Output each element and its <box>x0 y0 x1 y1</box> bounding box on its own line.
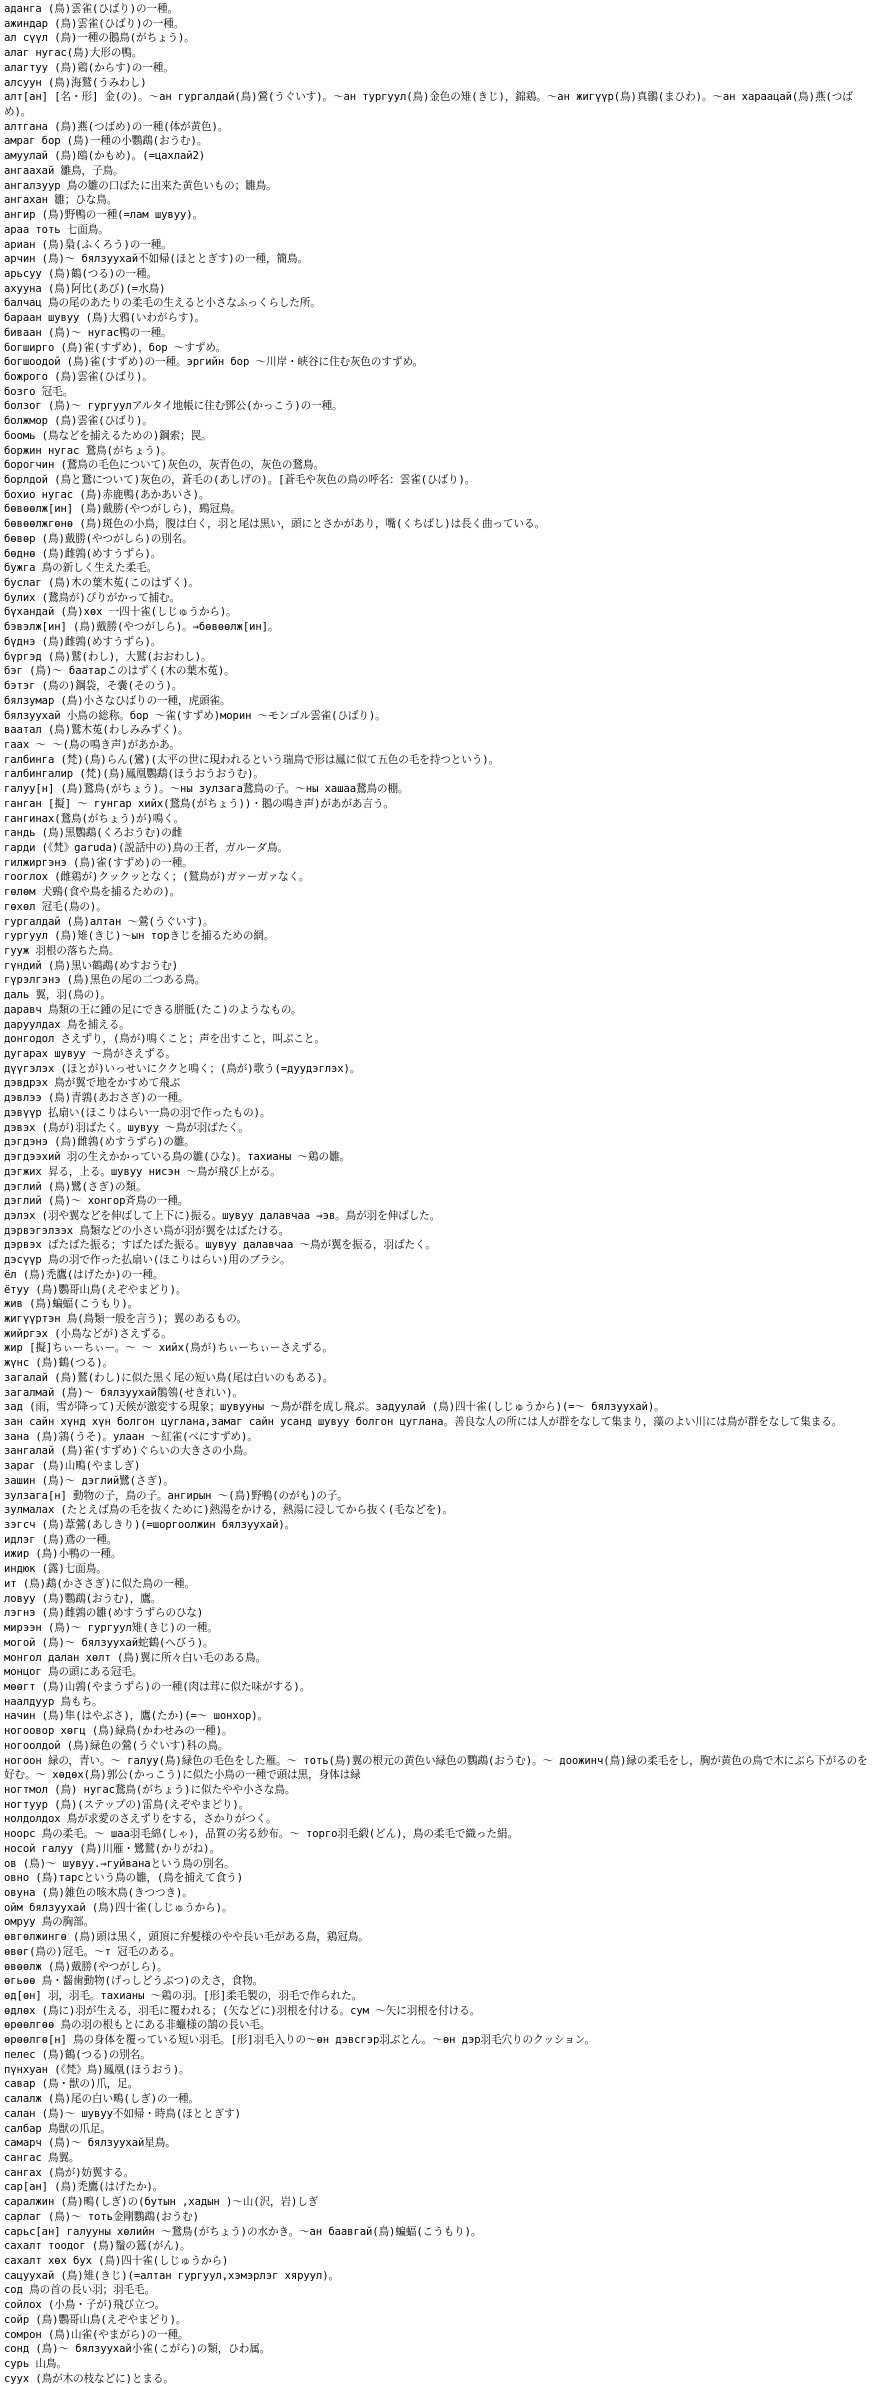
dictionary-entry: сурь 山鳥。 <box>4 2358 67 2370</box>
dictionary-entry: ловуу (鳥)鸚鵡(おうむ)，鷹。 <box>4 1592 162 1605</box>
dictionary-entry: гаах ～ ～(鳥の鳴き声)があかあ。 <box>4 738 180 751</box>
dictionary-entry: мирээн (鳥)～ гургуул雉(きじ)の一種。 <box>4 1622 218 1635</box>
dictionary-entry: алаг нугас(鳥)大形の鴨。 <box>4 47 143 60</box>
dictionary-entry: дэгжих 昇る，上る。шувуу нисэн ～鳥が飛び上がる。 <box>4 1165 281 1178</box>
dictionary-entry: зашин (鳥)～ дэглий鷺(さぎ)。 <box>4 1474 174 1487</box>
dictionary-entry: богшоодой (鳥)雀(すずめ)の一種。эргийн бор ～川岸・峡谷に住む灰色のすずめ。 <box>4 356 424 369</box>
dictionary-entry: овуна (鳥)雑色の咳木鳥(きつつき)。 <box>4 1887 193 1899</box>
dictionary-entry: загалмай (鳥)～ бялзуухай鶺鴒(せきれい)。 <box>4 1386 243 1399</box>
dictionary-entry: дэвлээ (鳥)青鶉(あおさぎ)の一種。 <box>4 1092 189 1105</box>
dictionary-entry: зулзага[н] 動物の子，鳥の子。ангирын ～(鳥)野鴨(のがも)の子。 <box>4 1489 348 1502</box>
entry-list <box>4 2 876 2386</box>
dictionary-entry: гургуул (鳥)雉(きじ)～ын торきじを捕るための網。 <box>4 930 275 943</box>
dictionary-entry: булих (鵞鳥が)ぴりがかって捕む。 <box>4 591 181 604</box>
dictionary-entry: саралжин (鳥)鴫(しぎ)の(бутын ,хадын )～山(沢，岩)しぎ <box>4 2196 319 2209</box>
dictionary-entry: ангалзуур 鳥の雛の口ばたに出来た黄色いもの；雛鳥。 <box>4 179 277 192</box>
dictionary-entry: жүнс (鳥)鶴(つる)。 <box>4 1357 113 1370</box>
dictionary-entry: бөвөөлжгөнө (鳥)斑色の小鳥，腹は白く，羽と尾は黒い，頭にとさかがあり，嘴(くちばし)は長く曲っている。 <box>4 518 545 531</box>
dictionary-entry: бүргэд (鳥)鷲(わし)，大鷲(おおわし)。 <box>4 650 212 663</box>
dictionary-entry: ётуу (鳥)鸚哥山鳥(えぞやまどり)。 <box>4 1283 187 1296</box>
dictionary-entry: ногоовор хөгц (鳥)緑鳥(かわせみの一種)。 <box>4 1725 233 1738</box>
dictionary-entry: балчац 鳥の尾のあたりの柔毛の生えると小さなふっくらした所。 <box>4 297 321 310</box>
dictionary-entry: өрөөлгөө 鳥の羽の根もとにある非蠟様の鵠の長い毛。 <box>4 2019 271 2032</box>
dictionary-entry: даль 翼，羽(鳥の)。 <box>4 989 111 1002</box>
dictionary-entry: бүднэ (鳥)雌鶉(めすうずら)。 <box>4 635 162 648</box>
dictionary-entry: дугарах шувуу ～鳥がさえずる。 <box>4 1048 176 1061</box>
dictionary-entry: сонд (鳥)～ бялзуухай小雀(こがら)の類，ひわ属。 <box>4 2343 271 2356</box>
dictionary-entry: гангинах(鵞鳥(がちょう)が)鳴く。 <box>4 812 185 825</box>
dictionary-entry: идлэг (鳥)鳶の一種。 <box>4 1533 118 1546</box>
dictionary-entry: суух (鳥が木の枝などに)とまる。 <box>4 2372 174 2385</box>
dictionary-entry: ангаахай 雛鳥，子鳥。 <box>4 164 124 177</box>
dictionary-entry: сарьс[ан] галууны хөлийн ～鵞鳥(がちょう)の水かき。～ан баавгай(鳥)蝙蝠(こうもり)。 <box>4 2225 482 2238</box>
dictionary-entry: салан (鳥)～ шувуу不如帰・時鳥(ほととぎす) <box>4 2107 241 2120</box>
dictionary-entry: бүхандай (鳥)хөх 一四十雀(しじゅうから)。 <box>4 606 237 619</box>
dictionary-entry: алсуун (鳥)海鷲(うみわし) <box>4 76 147 89</box>
dictionary-entry: бохио нугас (鳥)赤鹿鴨(あかあいさ)。 <box>4 488 210 501</box>
dictionary-entry: дэвдрэх 鳥が翼で地をかすめて飛ぶ <box>4 1077 181 1090</box>
dictionary-entry: даравч 鳥類の王に鍾の足にできる胼胝(たこ)のようなもの。 <box>4 1003 302 1016</box>
dictionary-entry: дэвүүр 払扇い(ほこりはらい一鳥の羽で作ったもの)。 <box>4 1106 271 1119</box>
dictionary-entry: мөөгт (鳥)山鶉(やまうずら)の一種(肉は茸に似た味がする)。 <box>4 1680 311 1693</box>
dictionary-entry: өд[өн] 羽，羽毛。тахианы ～鶏の羽。[形]柔毛製の，羽毛で作られた。 <box>4 1990 363 2003</box>
dictionary-entry: жийргэх (小鳥などが)さえずる。 <box>4 1327 172 1340</box>
dictionary-entry: сойр (鳥)鸚哥山鳥(えぞやまどり)。 <box>4 2313 187 2326</box>
dictionary-entry: индюк (露)七面鳥。 <box>4 1563 107 1576</box>
dictionary-entry: ажиндар (鳥)雲雀(ひばり)の一種。 <box>4 17 185 30</box>
dictionary-entry: ногоон 緑の，青い。～ галуу(鳥)緑色の毛色をした雁。～ тоть(鳥)翼の根元の黄色い緑色の鸚鵡(おうむ)。～ доожинч(鳥)緑の柔毛をし，胸が黄色の鳥で木にぶら下がるのを好む。～ хөдөх(鳥)郭公(かっこう)に似た小鳥の一種で頭は黒，身体は緑 <box>4 1754 868 1782</box>
dictionary-entry: бужга 鳥の新しく生えた柔毛。 <box>4 562 158 575</box>
dictionary-entry: сангах (鳥が)妨翼する。 <box>4 2166 134 2179</box>
dictionary-entry: зулмалах (たとえば鳥の毛を抜くために)熱湯をかける，熱湯に浸してから抜く(毛などを)。 <box>4 1504 453 1517</box>
dictionary-entry: гөлөм 犬鵐(食や鳥を捕るための)。 <box>4 886 181 899</box>
dictionary-entry: ваатал (鳥)鷲木菟(わしみみずく)。 <box>4 724 189 737</box>
dictionary-entry: сомрон (鳥)山雀(やまがら)の一種。 <box>4 2328 189 2341</box>
dictionary-entry: салбар 鳥獣の爪足。 <box>4 2122 111 2135</box>
dictionary-entry: бэвэлж[ин] (鳥)戴勝(やつがしら)。→бөвөөлж[ин]。 <box>4 621 279 634</box>
dictionary-entry: зад (雨，雪が降って)天候が激変する現象；шувууны ～鳥が群を成し飛ぶ。задуулай (鳥)四十雀(しじゅうから)(=～ бялзуухай)。 <box>4 1401 665 1414</box>
dictionary-entry: бараан шувуу (鳥)大鴉(いわがらす)。 <box>4 312 206 325</box>
dictionary-entry: бэтэг (鳥の)鋼袋，そ嚢(そのう)。 <box>4 680 183 693</box>
dictionary-entry: ногоолдой (鳥)緑色の鶯(うぐいす)科の鳥。 <box>4 1739 229 1752</box>
dictionary-entry: сахалт хөх бух (鳥)四十雀(しじゅうから) <box>4 2254 229 2267</box>
dictionary-entry: өвөг(鳥の)冠毛。～т 冠毛のある。 <box>4 1945 181 1958</box>
dictionary-entry: ангир (鳥)野鴨の一種(=лам шувуу)。 <box>4 209 204 222</box>
dictionary-entry: ит (鳥)鵡(かささぎ)に似た鳥の一種。 <box>4 1577 195 1590</box>
dictionary-entry: жигүүртэн 鳥(鳥類一般を言う)；翼のあるもの。 <box>4 1312 247 1325</box>
dictionary-entry: донгодол さえずり，(鳥が)鳴くこと；声を出すこと，叫ぶこと。 <box>4 1033 325 1046</box>
dictionary-entry: дэгдээхий 羽の生えかかっている鳥の雛(ひな)。тахианы ～鶏の雛。 <box>4 1151 350 1164</box>
dictionary-entry: сойлох (小鳥・子が)飛び立つ。 <box>4 2299 166 2312</box>
dictionary-entry: овно (鳥)тарсという鳥の雛，(鳥を捕えて食う) <box>4 1872 244 1885</box>
dictionary-entry: лэгнэ (鳥)雌鶉の雛(めすうずらのひな) <box>4 1607 204 1620</box>
dictionary-entry: борогчин (鵞鳥の毛色について)灰色の，灰青色の，灰色の鵞鳥。 <box>4 459 324 472</box>
dictionary-entry: аданга (鳥)雲雀(ひばり)の一種。 <box>4 3 178 15</box>
dictionary-entry: боомь (鳥などを捕えるための)鋼索；罠。 <box>4 429 212 442</box>
dictionary-entry: өрөөлгө[н] 鳥の身体を覆っている短い羽毛。[形]羽毛入りの～өн дэвсгэр羽ぶとん。～өн дэр羽毛穴りのクッション。 <box>4 2034 595 2047</box>
dictionary-entry: сод 鳥の首の長い羽；羽毛毛。 <box>4 2284 156 2297</box>
dictionary-entry: гооглох (雌鶏が)クックッとなく；(鷲鳥が)ガァーガァなく。 <box>4 871 310 884</box>
dictionary-entry: өдлөх (鳥に)羽が生える，羽毛に覆われる；(矢などに)羽根を付ける。сум ～矢に羽根を付ける。 <box>4 2004 481 2017</box>
dictionary-entry: дэвэх (鳥が)羽ばたく。шувуу ～鳥が羽ばたく。 <box>4 1121 249 1134</box>
dictionary-entry: ганган [擬] ～ гунгар хийх(鵞鳥(がちょう))・鵝の鳴き声)があがあ言う。 <box>4 797 394 810</box>
dictionary-entry: алагтуу (鳥)鶏(からす)の一種。 <box>4 61 174 74</box>
dictionary-entry: могой (鳥)～ бялзуухай蛇鶴(へびう)。 <box>4 1636 214 1649</box>
dictionary-entry: даруулдах 鳥を捕える。 <box>4 1018 130 1031</box>
dictionary-entry: гилжиргэнэ (鳥)雀(すずめ)の一種。 <box>4 856 193 869</box>
dictionary-entry: бөвөр (鳥)戴勝(やつがしら)の別名。 <box>4 532 193 545</box>
dictionary-entry: наалдуур 鳥もち。 <box>4 1695 103 1708</box>
dictionary-entry: ижир (鳥)小鴨の一種。 <box>4 1548 122 1561</box>
dictionary-entry: ов (鳥)～ шувуу.→гуйванаという鳥の別名。 <box>4 1857 235 1870</box>
dictionary-entry: боржин нугас 鵞鳥(がちょう)。 <box>4 444 172 457</box>
dictionary-entry: ноорс 鳥の柔毛。～ шаа羽毛綿(しゃ)，品質の劣る紗布。～ торго羽毛緞(どん)，鳥の柔毛で織った絹。 <box>4 1828 518 1841</box>
dictionary-entry: ахууна (鳥)阿比(あび)(=水鳥) <box>4 282 166 295</box>
dictionary-entry: болжмор (鳥)雲雀(ひばり)。 <box>4 415 153 428</box>
dictionary-entry: гөхөл 冠毛(鳥の)。 <box>4 900 107 913</box>
dictionary-entry: сахалт тоодог (鳥)鬚の鵟(がん)。 <box>4 2240 191 2253</box>
dictionary-entry: галбингалир (梵)(鳥)鳳凰鸚鵡(ほうおうおうむ)。 <box>4 768 264 781</box>
dictionary-entry: божрого (鳥)雲雀(ひばり)。 <box>4 370 153 383</box>
dictionary-entry: дэглий (鳥)鷺(さぎ)の類。 <box>4 1180 147 1193</box>
dictionary-entry: ариан (鳥)梟(ふくろう)の一種。 <box>4 238 172 251</box>
dictionary-entry: сарлаг (鳥)～ тоть金剛鸚鵡(おうむ) <box>4 2210 199 2223</box>
dictionary-entry: омруу 鳥の胸部。 <box>4 1916 95 1929</box>
dictionary-entry: гарди (《梵》garuda)(説話中の)鳥の王者，ガルーダ鳥。 <box>4 841 289 854</box>
dictionary-entry: нолдолдох 鳥が求愛のさえずりをする，さかりがつく。 <box>4 1813 277 1826</box>
dictionary-entry: жив (鳥)蝙蝠(こうもり)。 <box>4 1298 139 1311</box>
dictionary-entry: гургалдай (鳥)алтан ～鶯(うぐいす)。 <box>4 915 214 928</box>
dictionary-entry: гандь (鳥)黒鸚鵡(くろおうむ)の雌 <box>4 827 183 840</box>
dictionary-entry: салалж (鳥)尾の白い鴫(しぎ)の一種。 <box>4 2093 199 2106</box>
dictionary-entry: бялзумар (鳥)小さなひばりの一種，虎頭雀。 <box>4 694 231 707</box>
dictionary-entry: өвөөлж (鳥)戴勝(やつがしら)。 <box>4 1960 168 1973</box>
dictionary-entry: гүрэлгэнэ (鳥)黒色の尾の二つある鳥。 <box>4 974 206 987</box>
dictionary-entry: бөвөөлж[ин] (鳥)戴勝(やつがしら)，鵐冠鳥。 <box>4 503 241 516</box>
dictionary-entry: дэрвэх ばたばた振る；すばたばた振る。шувуу далавчаа ～鳥が翼を振る，羽ばたく。 <box>4 1239 436 1252</box>
dictionary-entry: сангас 鳥翼。 <box>4 2151 80 2164</box>
dictionary-entry: сар[ан] (鳥)禿鷹(はげたか)。 <box>4 2181 164 2194</box>
dictionary-entry: амуулай (鳥)鴎(かもめ)。(=цахлай2) <box>4 150 206 163</box>
dictionary-entry: зэгсч (鳥)葦鶯(あしきり)(=шоргоолжин бялзуухай)。 <box>4 1519 296 1532</box>
dictionary-entry: пелес (鳥)鶴(つる)の別名。 <box>4 2048 151 2061</box>
dictionary-entry: ангахан 雛；ひな鳥。 <box>4 194 118 207</box>
dictionary-entry: монгол далан хөлт (鳥)翼に所々白い毛のある鳥。 <box>4 1651 266 1664</box>
dictionary-entry: дэсүүр 鳥の羽で作った払扇い(ほこりはらい)用のブラシ。 <box>4 1254 291 1267</box>
dictionary-entry: бялзуухай 小鳥の総称。бор ～雀(すずめ)морин ～モンゴル雲雀(ひばり)。 <box>4 709 386 722</box>
dictionary-entry: дэглий (鳥)～ хонгор斉鳥の一種。 <box>4 1195 189 1208</box>
dictionary-entry: дэрвэгэлзэх 鳥類などの小さい鳥が羽が翼をはばたける。 <box>4 1224 290 1237</box>
dictionary-entry: ногтуур (鳥)(ステップの)雷鳥(えぞやまどり)。 <box>4 1798 250 1811</box>
dictionary-entry: алтгана (鳥)燕(つばめ)の一種(体が黄色)。 <box>4 120 229 133</box>
dictionary-entry: ёл (鳥)禿鷹(はげたか)の一種。 <box>4 1268 164 1281</box>
dictionary-entry: буслаг (鳥)木の葉木菟(このはずく)。 <box>4 577 199 590</box>
dictionary-entry: дэлэх (羽や翼などを伸ばして上下に)振る。шувуу далавчаа →эв。鳥が羽を伸ばした。 <box>4 1209 441 1222</box>
dictionary-entry: самарч (鳥)～ бялзуухай星鳥。 <box>4 2137 176 2150</box>
dictionary-entry: зана (鳥)鶎(うそ)。улаан ～紅雀(べにすずめ)。 <box>4 1430 258 1443</box>
dictionary-entry: савар (鳥・獣の)爪，足。 <box>4 2078 139 2091</box>
dictionary-entry: амраг бор (鳥)一種の小鸚鵡(おうむ)。 <box>4 135 208 148</box>
dictionary-entry: загалай (鳥)鷲(わし)に似た黒く尾の短い鳥(尾は白いのもある)。 <box>4 1371 334 1384</box>
dictionary-entry: арьсуу (鳥)鶴(つる)の一種。 <box>4 267 158 280</box>
dictionary-entry: бөднө (鳥)雌鶉(めすうずら)。 <box>4 547 162 560</box>
dictionary-entry: бивaан (鳥)～ нугас鴨の一種。 <box>4 326 172 339</box>
dictionary-entry: начин (鳥)隼(はやぶさ)，鷹(たか)(=～ шонхор)。 <box>4 1710 269 1723</box>
dictionary-entry: носой галуу (鳥)川雁・鷺鷲(かりがね)。 <box>4 1842 220 1855</box>
dictionary-entry: гууж 羽根の落ちた鳥。 <box>4 945 120 957</box>
dictionary-entry: бозго 冠毛。 <box>4 385 74 398</box>
dictionary-entry: галуу[н] (鳥)鵞鳥(がちょう)。～ны зулзага鵞鳥の子。～ны хашаа鵞鳥の棚。 <box>4 783 409 796</box>
dictionary-entry: ал сүүл (鳥)一種の鵝鳥(がちょう)。 <box>4 32 195 45</box>
dictionary-entry: зан сайн хүнд хүн болгон цуглана,замаг сайн усанд шувуу болгон цуглана。善良な人の所には人が群をなして集まり，藻のよい川には鳥が群をなして集まる。 <box>4 1416 843 1428</box>
dictionary-entry: алт[ан] [名・形] 金(の)。～ан гургалдай(鳥)鶯(うぐいす)。～ан тургуул(鳥)金色の雉(きじ)，錦鶏。～ан жигүүр(鳥)真鶸(まひわ)。～ан хараацай(鳥)燕(つばめ)。 <box>4 91 853 119</box>
dictionary-entry: ойм бялзуухай (鳥)四十雀(しじゅうから)。 <box>4 1901 233 1914</box>
dictionary-entry: монцог 鳥の頭にある冠毛。 <box>4 1666 143 1679</box>
dictionary-entry: өвгөлжингө (鳥)頭は黒く，頭頂に弁髪様のやや長い毛がある鳥，鶏冠鳥。 <box>4 1931 369 1944</box>
dictionary-entry: өгьөө 鳥・齧歯動物(げっしどうぶつ)のえさ，食物。 <box>4 1975 264 1988</box>
dictionary-entry: дүүгэлэх (ほとが)いっせいにククと鳴く；(鳥が)歌う(=дуудэглэх)。 <box>4 1062 361 1075</box>
dictionary-entry: сацуухай (鳥)雉(きじ)(=алтан гургуул,хэмэрлэг хяруул)。 <box>4 2269 339 2282</box>
dictionary-entry: борлдой (鳥と鵞について)灰色の，蒼毛の(あしげの)。[蒼毛や灰色の鳥の呼名：雲雀(ひばり)。 <box>4 474 476 486</box>
dictionary-entry: галбингa (梵)(鳥)らん(鸞)(太平の世に現われるという瑞鳥で形は鳳に似て五色の毛を持つという)。 <box>4 753 499 766</box>
dictionary-entry: араа тоть 七面鳥。 <box>4 223 109 236</box>
dictionary-entry: зангалай (鳥)雀(すずめ)ぐらいの大きさの小鳥。 <box>4 1445 254 1458</box>
dictionary-entry: арчин (鳥)～ бялзуухай不如帰(ほととぎす)の一種，簡鳥。 <box>4 253 308 266</box>
dictionary-entry: пүнхуан (《梵》鳥)鳳凰(ほうおう)。 <box>4 2063 190 2076</box>
dictionary-entry: гүндий (鳥)黒い鶴鵡(めすおうむ) <box>4 959 178 972</box>
dictionary-entry: бэг (鳥)～ баатарこのはずく(木の葉木菟)。 <box>4 665 235 678</box>
dictionary-entry: зараг (鳥)山鴫(やましぎ) <box>4 1460 141 1473</box>
dictionary-entry: дэгдэнэ (鳥)雌鶉(めすうずら)の雛。 <box>4 1136 195 1149</box>
dictionary-entry: болзог (鳥)～ гургуулアルタイ地帳に住む鄧公(かっこう)の一種。 <box>4 400 343 413</box>
dictionary-entry: богширго (鳥)雀(すずめ)，бор ～すずめ。 <box>4 341 226 354</box>
dictionary-entry: жир [擬]ちぃーちぃー。～ ～ хийх(鳥が)ちぃーちぃーさえずる。 <box>4 1342 333 1355</box>
dictionary-entry: ногтмол (鳥) нугас鵞鳥(がちょう)に似たやや小さな鳥。 <box>4 1783 296 1796</box>
